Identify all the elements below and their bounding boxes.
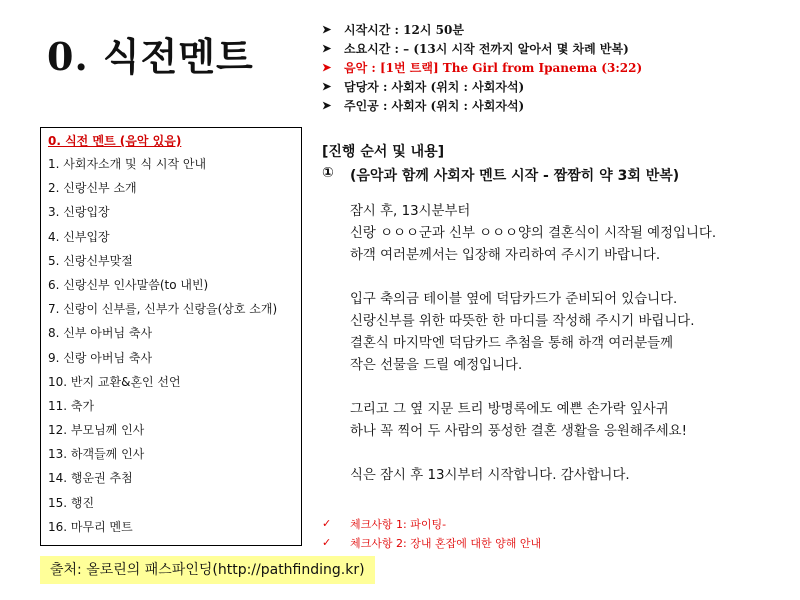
script-body [350,201,790,487]
meta-text: 시작시간 : 12시 50분 [344,23,464,37]
arrow-bullet-icon: ➤ [322,99,332,112]
agenda-item: 3. 신랑입장 [48,205,110,220]
check-item [322,533,541,552]
agenda-item: 10. 반지 교환&혼인 선언 [48,374,181,389]
agenda-item: 14. 행운권 추첨 [48,471,133,486]
script-line: 그리고 그 옆 지문 트리 방명록에도 예쁜 손가락 잎사귀 [350,402,669,417]
agenda-item: 11. 축가 [48,398,95,413]
script-line: 신랑 ㅇㅇㅇ군과 신부 ㅇㅇㅇ양의 결혼식이 시작될 예정입니다. [350,226,717,241]
check-icon: ✓ [322,536,332,549]
agenda-item: 16. 마무리 멘트 [48,519,133,534]
meta-duration [322,39,792,58]
agenda-item: 8. 신부 아버님 축사 [48,326,153,341]
agenda-item: 1. 사회자소개 및 식 시작 안내 [48,157,207,171]
meta-main-person [322,96,792,115]
script-line: 입구 축의금 테이블 옆에 덕담카드가 준비되어 있습니다. [350,292,678,307]
arrow-bullet-icon: ➤ [322,23,332,36]
script-line: 하나 꼭 찍어 두 사람의 풍성한 결혼 생활을 응원해주세요! [350,424,687,439]
agenda-item: 4. 신부입장 [48,229,110,244]
script-line: 작은 선물을 드릴 예정입니다. [350,358,523,373]
page-title: 0. 식전멘트 [47,34,254,79]
check-text: 체크사항 2: 장내 혼잡에 대한 양해 안내 [350,536,542,550]
arrow-bullet-icon: ➤ [322,42,332,55]
check-text: 체크사항 1: 파이팅- [350,517,447,531]
check-icon: ✓ [322,517,332,530]
meta-music [322,58,792,77]
agenda-item: 13. 하객들께 인사 [48,447,145,462]
step-heading [322,165,679,185]
step-text: (음악과 함께 사회자 멘트 시작 - 짬짬히 약 3회 반복) [350,168,680,184]
script-line: 결혼식 마지막엔 덕담카드 추첨을 통해 하객 여러분들께 [350,336,674,351]
agenda-item: 9. 신랑 아버님 축사 [48,350,153,365]
agenda-item: 5. 신랑신부맞절 [48,253,133,268]
check-item [322,514,541,533]
meta-start-time [322,20,792,39]
agenda-item: 15. 행진 [48,495,95,510]
agenda-item: 6. 신랑신부 인사말씀(to 내빈) [48,277,209,292]
step-number: ① [322,165,334,181]
arrow-bullet-icon: ➤ [322,61,332,74]
source-credit: 출처: 올로린의 패스파인딩(http://pathfinding.kr) [40,556,375,584]
meta-text: 소요시간 : – (13시 시작 전까지 알아서 몇 차례 반복) [344,42,629,56]
script-line: 신랑신부를 위한 따뜻한 한 마디를 작성해 주시기 바립니다. [350,314,695,329]
script-line: 하객 여러분께서는 입장해 자리하여 주시기 바랍니다. [350,248,661,263]
section-heading: [진행 순서 및 내용] [322,144,445,160]
meta-text: 주인공 : 사회자 (위치 : 사회자석) [344,99,525,113]
meta-text: 음악 : [1번 트랙] The Girl from Ipanema (3:22) [344,61,643,75]
agenda-item: 7. 신랑이 신부를, 신부가 신랑을(상호 소개) [48,302,278,317]
agenda-item-current: 0. 식전 멘트 (음악 있음) [48,134,182,148]
script-line: 식은 잠시 후 13시부터 시작합니다. 감사합니다. [350,468,630,483]
meta-person-in-charge [322,77,792,96]
script-line: 잠시 후, 13시분부터 [350,204,471,219]
checklist [322,514,541,552]
arrow-bullet-icon: ➤ [322,80,332,93]
meta-list [322,20,792,115]
meta-text: 담당자 : 사회자 (위치 : 사회자석) [344,80,525,94]
agenda-item: 2. 신랑신부 소개 [48,181,137,196]
agenda-box [40,127,302,546]
agenda-item: 12. 부모님께 인사 [48,423,145,438]
